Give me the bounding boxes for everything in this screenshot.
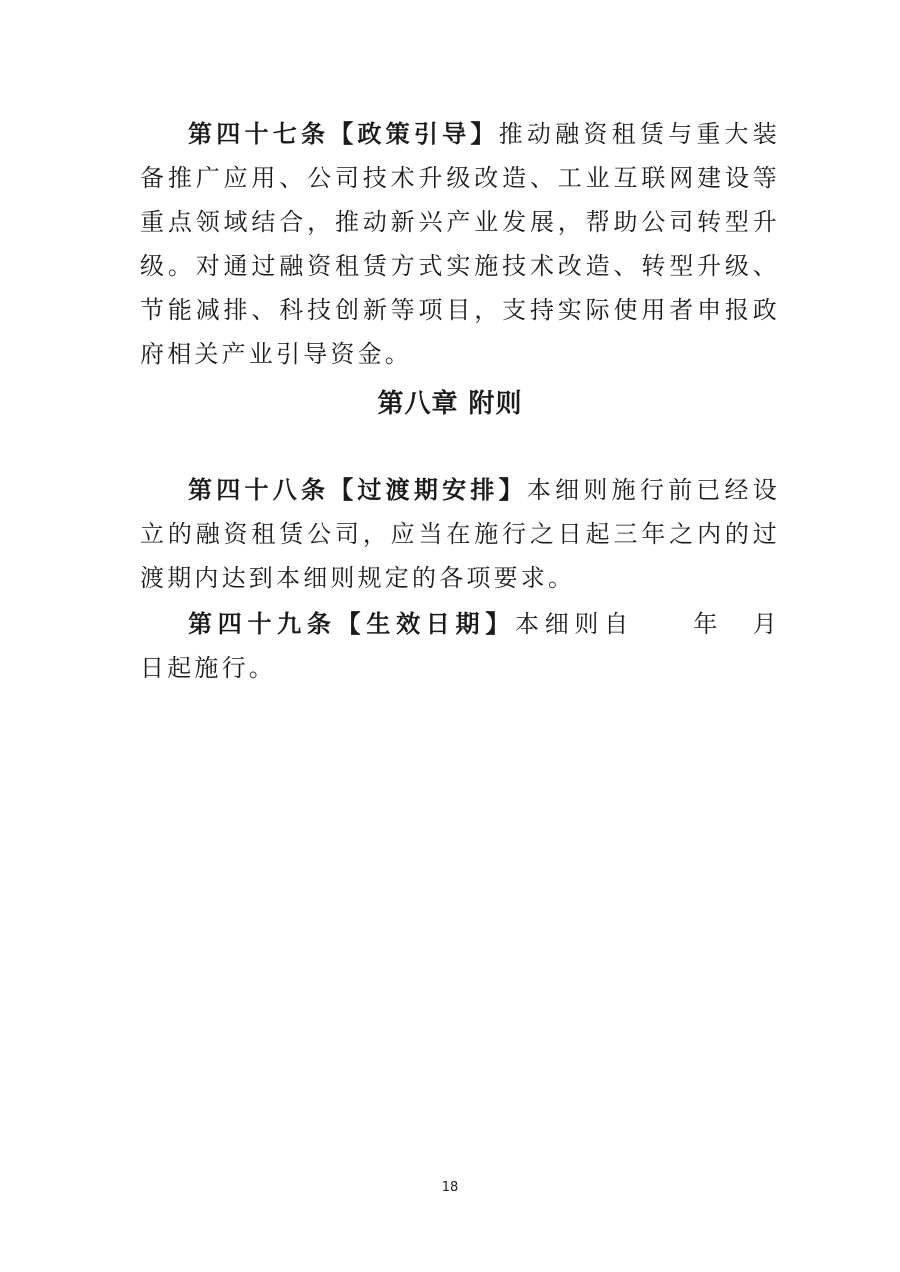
article-47 bbox=[140, 112, 780, 376]
article-48 bbox=[140, 468, 780, 600]
article-47-body: 推动融资租赁与重大装备推广应用、公司技术升级改造、工业互联网建设等重点领域结合，推动新兴产业发展，帮助公司转型升级。对通过融资租赁方式实施技术改造、转型升级、节能减排、科技创新等项目，支持实际使用者申报政府相关产业引导资金。 bbox=[140, 120, 780, 368]
article-49 bbox=[140, 602, 808, 690]
article-49-body: 本细则自 年 月 日起施行。 bbox=[140, 610, 808, 682]
article-49-paragraph bbox=[140, 602, 808, 690]
chapter-title: 第八章 附则 bbox=[377, 389, 523, 419]
article-48-paragraph bbox=[140, 468, 780, 600]
article-47-label: 第四十七条【政策引导】 bbox=[188, 120, 499, 148]
article-48-label: 第四十八条【过渡期安排】 bbox=[188, 476, 527, 504]
article-48-body: 本细则施行前已经设立的融资租赁公司，应当在施行之日起三年之内的过渡期内达到本细则规定的各项要求。 bbox=[140, 476, 780, 592]
article-49-label: 第四十九条【生效日期】 bbox=[188, 610, 515, 638]
page-number: 18 bbox=[441, 1180, 459, 1195]
article-47-paragraph bbox=[140, 112, 780, 376]
